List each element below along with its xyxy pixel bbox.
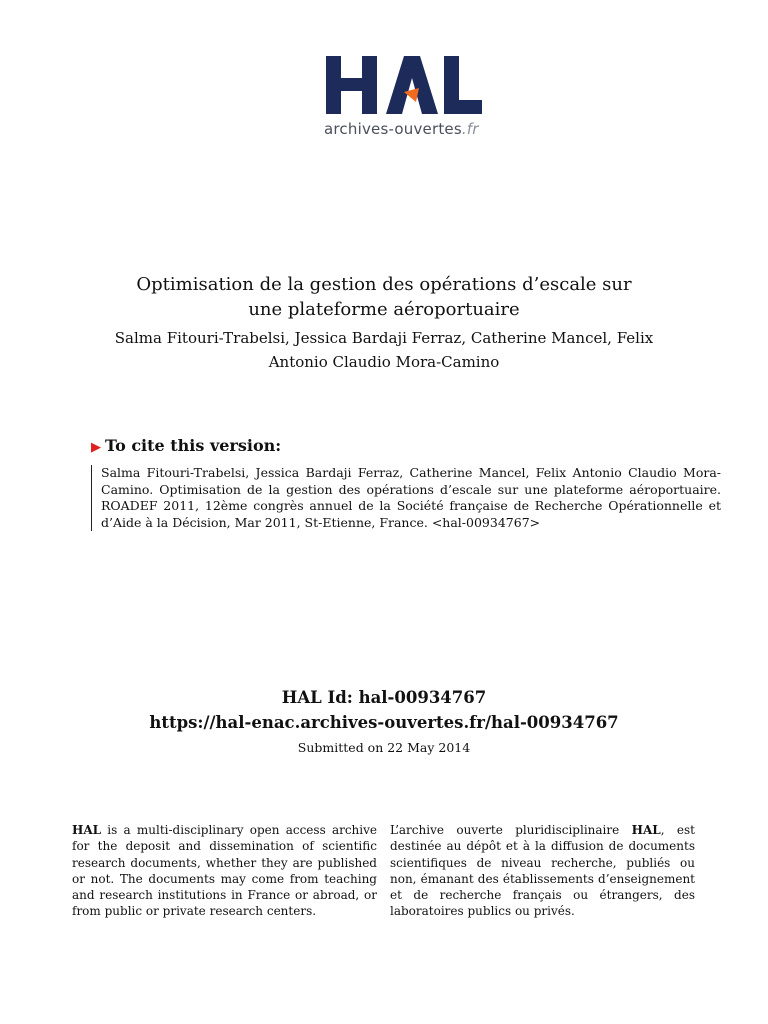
hal-id-block <box>0 686 768 758</box>
english-blurb: HAL is a multi-disciplinary open access archive for the deposit and dissemination of scientific research documents, whether they are published or not. The documents may come from teaching and research institutions in France or abroad, or from public or private research centers. <box>72 823 377 919</box>
hal-wordmark-icon <box>320 50 490 120</box>
hal-logo <box>320 50 490 145</box>
paper-header <box>84 272 684 374</box>
logo-subtitle: archives-ouvertes.fr <box>324 120 479 138</box>
paper-authors: Salma Fitouri-Trabelsi, Jessica Bardaji Ferraz, Catherine Mancel, Felix Antonio Claudio Mora-Camino <box>114 329 654 371</box>
paper-title: Optimisation de la gestion des opérations d’escale sur une plateforme aéroportuaire <box>136 274 632 320</box>
hal-id: HAL Id: hal-00934767 <box>281 688 487 707</box>
french-blurb: L’archive ouverte pluridisciplinaire HAL, est destinée au dépôt et à la diffusion de documents scientifiques de niveau recherche, publiés ou non, émanant des établissements d’enseignement et de recherche français ou étrangers, des laboratoires publics ou privés. <box>390 823 695 919</box>
cite-heading: ▶ To cite this version: <box>91 436 282 455</box>
submitted-date: Submitted on 22 May 2014 <box>297 740 471 755</box>
hal-url-link[interactable]: https://hal-enac.archives-ouvertes.fr/hal-00934767 <box>149 713 619 732</box>
triangle-right-icon: ▶ <box>91 440 101 455</box>
citation-text: Salma Fitouri-Trabelsi, Jessica Bardaji Ferraz, Catherine Mancel, Felix Antonio Claudio Mora-Camino. Optimisation de la gestion des opérations d’escale sur une plateforme aéroportuaire. ROADEF 2011, 12ème congrès annuel de la Société française de Recherche Opérationnelle et d’Aide à la Décision, Mar 2011, St-Etienne, France. <hal-00934767> <box>91 465 721 531</box>
